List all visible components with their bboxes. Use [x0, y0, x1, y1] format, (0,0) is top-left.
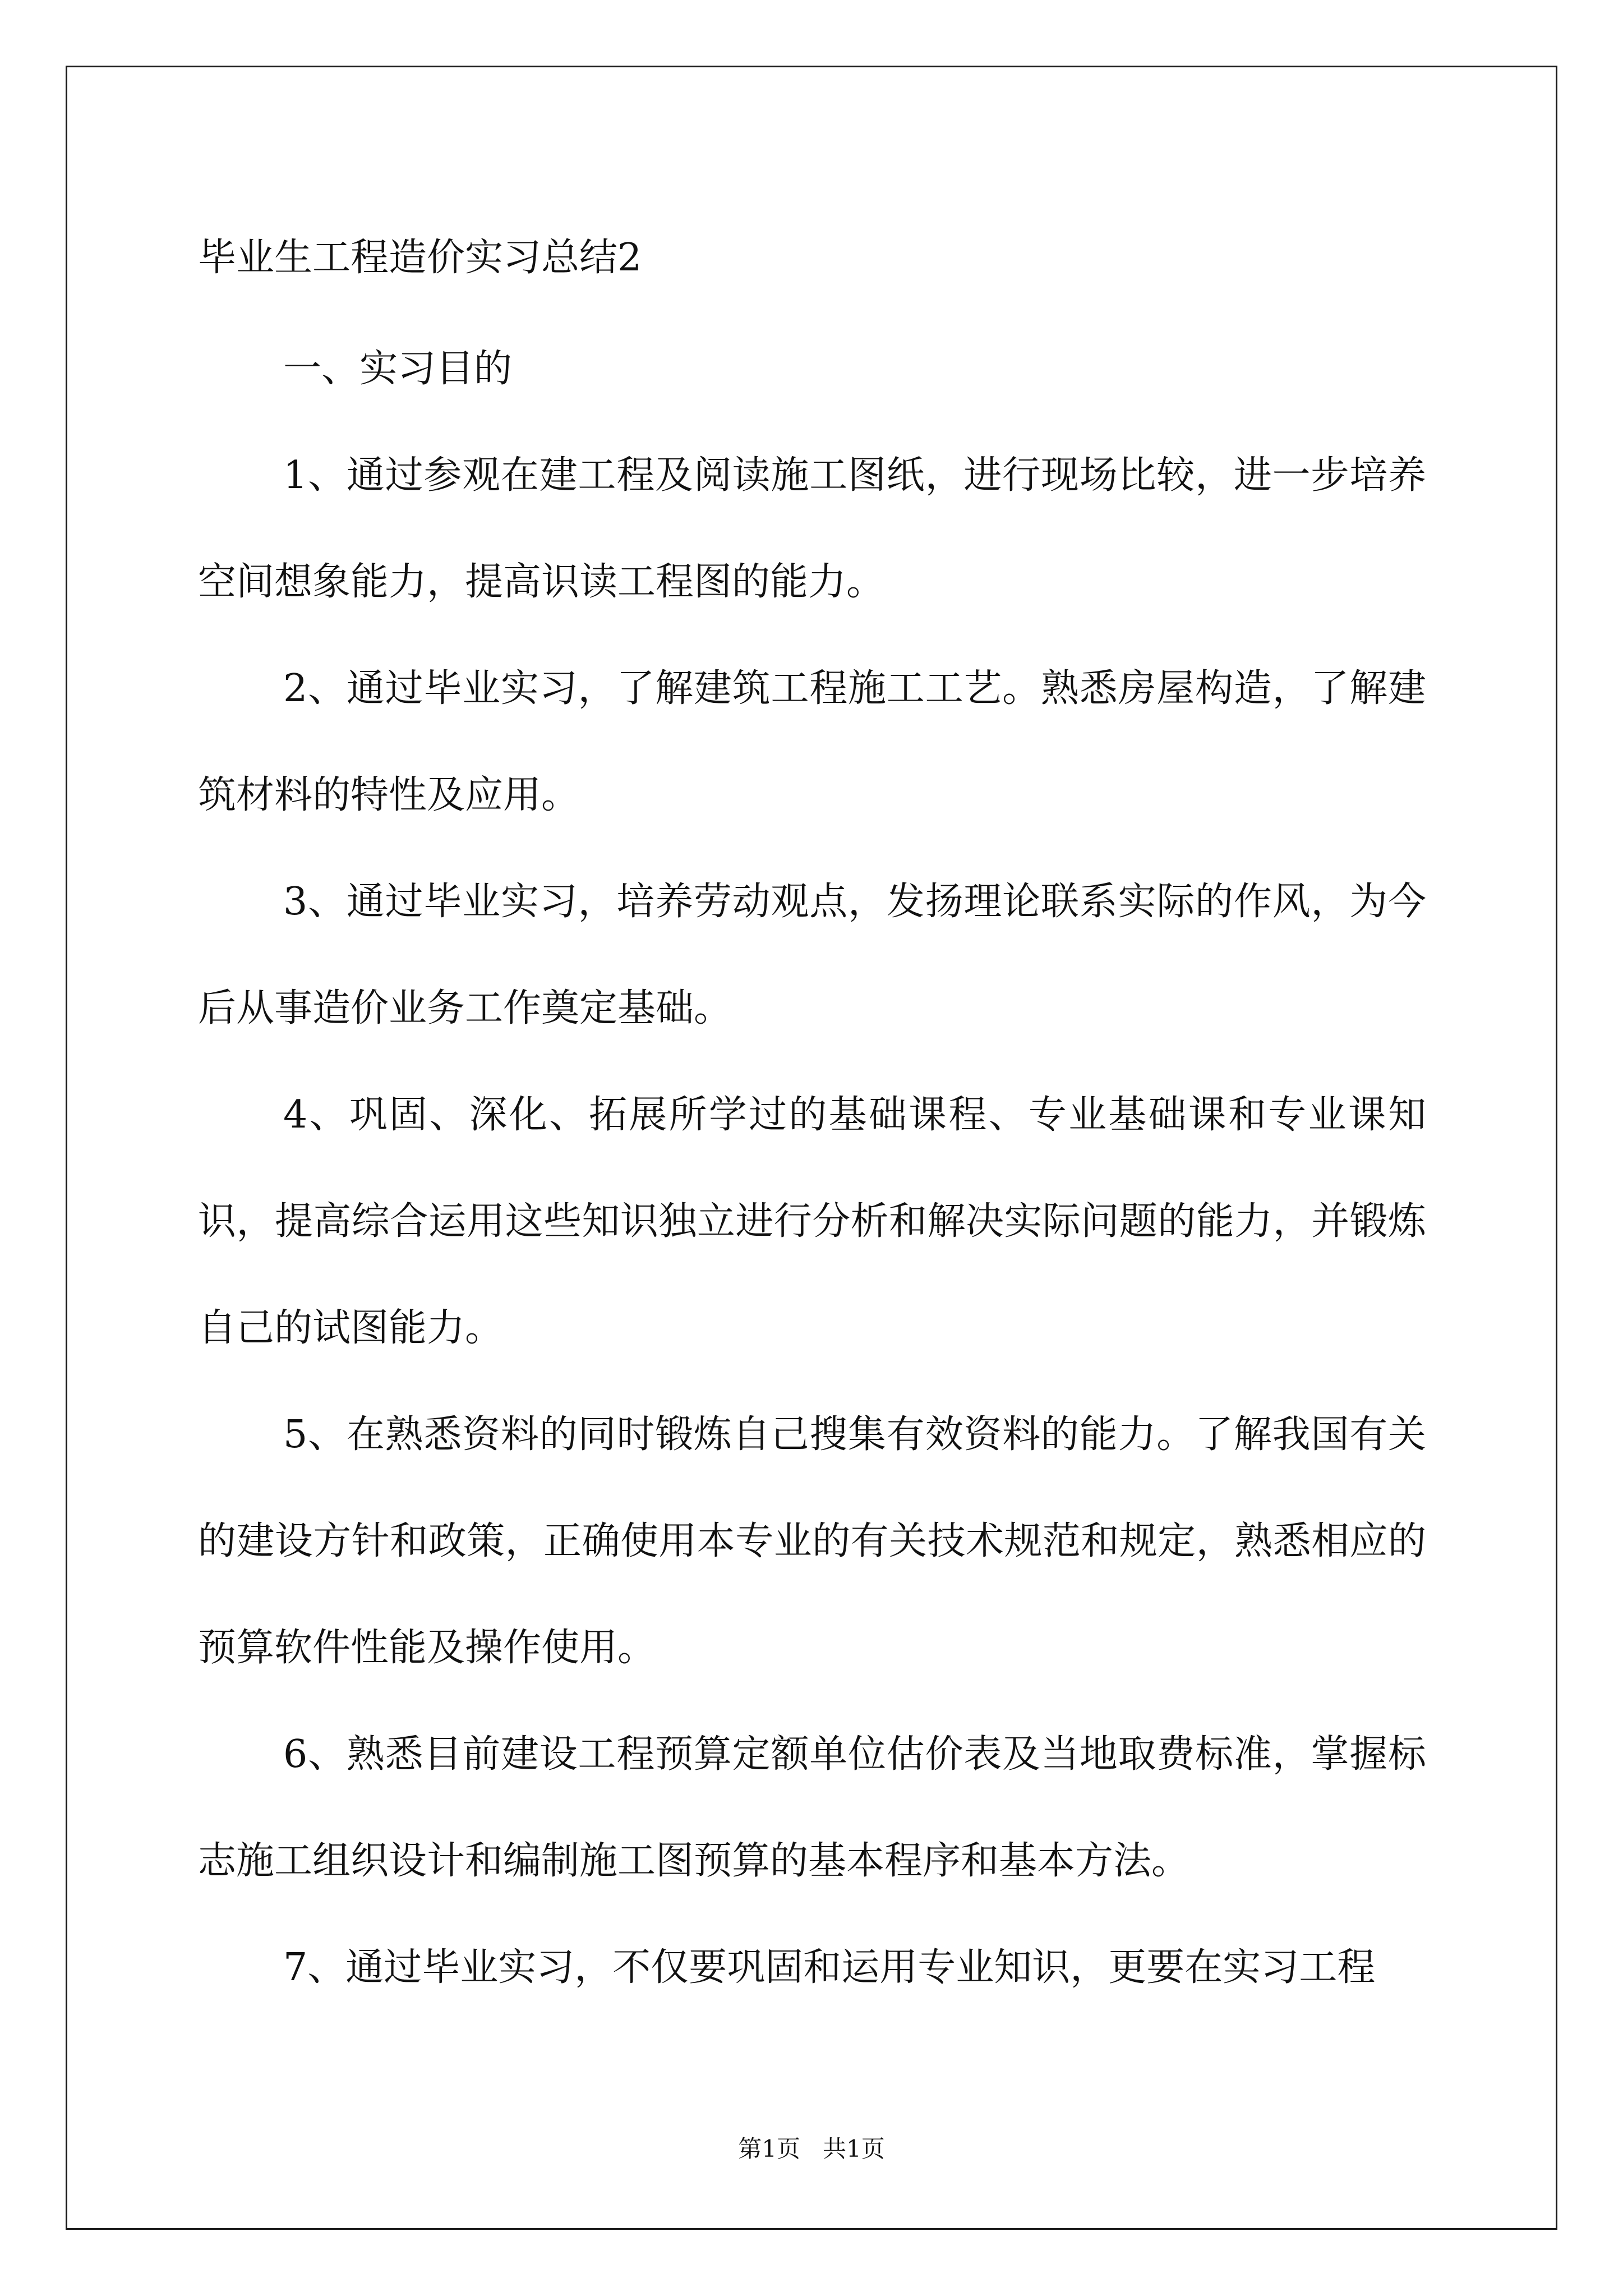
- page-number-footer: 第1页 共1页: [738, 2135, 885, 2162]
- paragraph-6: 6、熟悉目前建设工程预算定额单位估价表及当地取费标准，掌握标志施工组织设计和编制施工图预算的基本程序和基本方法。: [198, 1732, 1426, 1883]
- section-heading: 一、实习目的: [283, 347, 513, 391]
- document-title: 毕业生工程造价实习总结2: [198, 236, 642, 280]
- paragraph-4: 4、巩固、深化、拓展所学过的基础课程、专业基础课和专业课知识，提高综合运用这些知识独立进行分析和解决实际问题的能力，并锻炼自己的试图能力。: [198, 1093, 1426, 1350]
- paragraph-7: 7、通过毕业实习，不仅要巩固和运用专业知识，更要在实习工程: [283, 1945, 1376, 1990]
- paragraph-5: 5、在熟悉资料的同时锻炼自己搜集有效资料的能力。了解我国有关的建设方针和政策，正确使用本专业的有关技术规范和规定，熟悉相应的预算软件性能及操作使用。: [198, 1412, 1426, 1670]
- paragraph-3: 3、通过毕业实习，培养劳动观点，发扬理论联系实际的作风，为今后从事造价业务工作奠定基础。: [198, 880, 1426, 1030]
- document-body: [198, 219, 1426, 2021]
- paragraph-2: 2、通过毕业实习，了解建筑工程施工工艺。熟悉房屋构造，了解建筑材料的特性及应用。: [198, 666, 1426, 817]
- paragraph-1: 1、通过参观在建工程及阅读施工图纸，进行现场比较，进一步培养空间想象能力，提高识读工程图的能力。: [198, 453, 1426, 604]
